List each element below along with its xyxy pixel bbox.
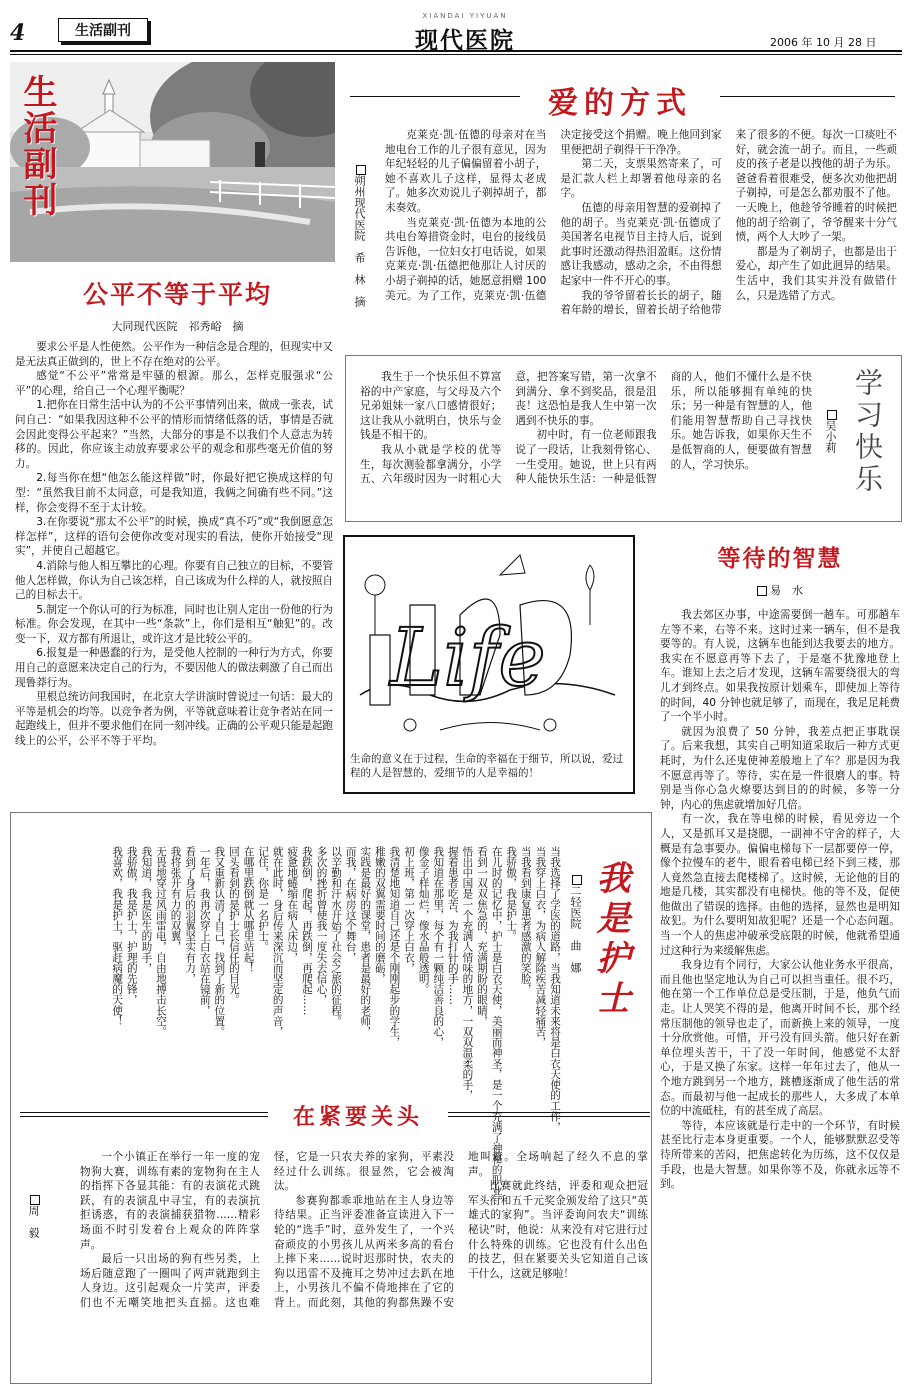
fairness-title: 公平不等于平均 [82,280,272,309]
nurse-line: 无畏地穿过风雨雷电，自由地搏击长空。 [154,846,167,1037]
happy-body [360,370,812,510]
happy-paragraph: 我生于一个快乐但不算富裕的中产家庭，与父母及六个兄弟姐妹一家八口感情很好；这让我从小就明白，快乐与金钱是不相干的。 [360,371,502,442]
nurse-line: 当我看到康复患者感激的笑脸， [519,846,532,995]
fairness-body [15,340,333,810]
nurse-line: 握着患者吃苦、为我打针的手…… [446,846,459,1006]
nurse-line: 初上班，第一次穿上白衣， [403,846,416,974]
illustration-caption: 生命的意义在于过程，生命的幸福在于细节，所以说，爱过程的人是智慧的，爱细节的人是幸福的！ [350,753,623,779]
happy-byline-text: 吴小莉 [824,420,837,453]
sidebar-banner: 生活副刊 [17,74,57,218]
fairness-paragraph: 里根总统访问我国时，在北京大学讲演时曾说过一句话：最大的平等是机会的均等。以竞争者为例，平等就意味着让竞争者站在同一起跑线上，但并不要求他们在同一刻冲线。正确的公平观只能是起跑线上的公平，公平不等于平均。 [15,691,333,748]
fairness-paragraph: 5.制定一个你认可的行为标准，同时也让别人定出一份他的行为标准。你会发现，在其中一些“条款”上，你们是相互“触犯”的。改变一下，双方都有所退让，或许这才是比较公平的。 [15,603,333,645]
byline-square-icon [757,586,767,596]
nurse-line: 我知道，我是医生的助手， [140,846,153,974]
crucial-body [80,1150,648,1340]
fairness-paragraph: 2.每当你在想“他怎么能这样做”时，你最好把它换成这样的句型：“虽然我目前不太同意，可是我知道，我俩之间确有些不同。”这样，你会变得不至于太计较。 [15,472,333,514]
masthead-pinyin: XIANDAI YIYUAN [422,12,508,20]
happy-paragraph: 我从小就是学校的优等生，每次测验都拿满分，小学五、六年级时因为一时粗心大意，把答案写错，第一次拿不到满分、拿不到奖品，很是沮丧！这恐怕是我人生中第一次遇到不快乐的事。 [360,371,657,486]
nurse-line: 一年后，我再次穿上白衣站在镜前， [198,846,211,1016]
wait-paragraph: 有一次，我在等电梯的时候，看见旁边一个人，又是抓耳又是挠腮，一副神不守舍的样子，大概是有急事要办。偏偏电梯每下一层都要停一停，像个拉慢车的老牛，眼看着电梯已经下到三楼，那人竟然急直接去爬楼梯了。这时候，无论他的目的地是几楼，其实都没有电梯快。他的等不及，促使他做出了错误的选择。由他的选择，显然也是明知故犯。为什么要明知故犯呢？还是一个心态问题。当一个人的焦虑冲破承受底限的时候，他就希望通过这种行为来缓解焦虑。 [660,813,900,957]
nurse-title: 我是护士 [590,860,630,1020]
crucial-byline-text: 周 毅 [27,1205,40,1238]
wait-paragraph: 就因为浪费了 50 分钟，我差点把正事耽误了。后来我想，其实自己明知道采取后一种方式更耗时，为什么还鬼使神差般地上了车？那是因为我不愿意再等了。等待，实在是一件很磨人的事。特别是当你心急火燎要达到目的的时候，多等一分钟，内心的焦虑就增加好几倍。 [660,725,900,811]
crucial-paragraph: 最后一只出场的狗有些另类，上场后随意跑了一圈叫了两声就跑到主人身边。这引起观众一片笑声，评委们也不无嘲笑地把头直摇。这也难怪，它是一只农夫养的家狗，平素没经过什么训练。很显然，它会被淘汰。 [80,1151,454,1309]
fairness-paragraph: 6.报复是一种愚蠢的行为，是受他人控制的一种行为方式，你要用自己的意愿来决定自己的行为，不要因他人的做法刺激了自己而出现鲁莽行为。 [15,647,333,689]
nurse-line: 在哪里跌倒就从哪里站起！ [242,846,255,974]
section-label-text: 生活副刊 [75,23,131,39]
header-rule [10,50,902,52]
byline-square-icon [572,875,582,885]
nurse-line: 多次的挫折曾使我一度失去信心， [315,846,328,1006]
nurse-line: 我跌倒，爬起，再跌倒，再爬起…… [300,846,313,1016]
love-body [385,128,897,350]
love-paragraph: 我的爷爷留着长长的胡子，随着年龄的增长，留着长胡子给他带来了很多的不便。每次一口痰吐不好，就会流一胡子。而且，一些顽皮的孩子老是以拽他的胡子为乐。爸爸看着很难受，便多次劝他把胡子剃掉，可是怎么都劝服不了他。一天晚上，他趁爷爷睡着的时候把他的胡子给剃了，爷爷醒来十分气愤，两个人大吵了一架。 [560,129,897,317]
nurse-line: 记住，你是一名护士。 [257,846,270,953]
nurse-line: 回头看到的是护士长信任的目光。 [227,846,240,1006]
nurse-line: 当我选择了学医的道路，当我知道未来将是白衣天使的工作， [549,846,561,1133]
nurse-line: 当我穿上白衣，为病人解除疾苦减轻痛苦， [534,846,547,1048]
crucial-byline [26,1195,43,1275]
nurse-line: 像金子样灿烂，像水晶般透明。 [417,846,430,995]
life-drawing [350,545,625,745]
nurse-line: 我将张开有力的双翼， [169,846,182,953]
nurse-byline [568,875,585,1015]
crucial-title: 在紧要关头 [268,1100,448,1131]
love-paragraph: 克莱克·凯·伍德的母亲对在当地电台工作的儿子很有意见，因为年纪轻轻的儿子偏偏留着小胡子，她不喜欢儿子这样，显得太老成了。她多次劝说儿子剃掉胡子，都未奏效。 [385,129,547,214]
scenery-photo [10,62,335,262]
love-paragraph: 当克莱克·凯·伍德为本地的公共电台筹措资金时，电台的接线员告诉他，一位妇女打电话说，如果克莱克·凯·伍德把他那让人讨厌的小胡子剃掉的话，她愿意捐赠 100 美元。为了工作，克莱克·凯·伍德决定接受这个捐赠。晚上他回到家里便把胡子剃得干干净净。 [385,129,722,302]
nurse-byline-text: 二轻医院 曲 娜 [569,885,582,973]
fairness-paragraph: 要求公平是人性使然。公平作为一种信念是合理的，但现实中又是无法真正做到的，世上不存在绝对的公平。 [15,341,333,368]
nurse-line: 我骄傲，我是护士。 [505,846,518,942]
byline-square-icon [827,410,837,420]
wait-byline-text: 易 水 [770,584,803,597]
section-label [58,18,148,42]
nurse-line: 看到一双双焦急的、充满期盼的眼睛， [476,846,489,1027]
nurse-line: 实践是最好的课堂，患者是最好的老师， [359,846,372,1037]
nurse-line: 我骄傲，我是护士，护理的先锋， [125,846,138,1006]
love-byline [352,165,369,335]
byline-square-icon [356,165,366,175]
love-paragraph: 伍德的母亲用智慧的爱剃掉了他的胡子。当克莱克·凯·伍德成了美国著名电视节目主持人后，说到此事时还激动得热泪盈眶。这份情感让我感动，感动之余，不由得想起家中一件不开心的事。 [560,201,722,287]
love-title: 爱的方式 [520,78,720,122]
masthead: 现代医院 [415,27,515,54]
crucial-paragraph: 比赛就此终结，评委和观众把冠军头衔和五千元奖金颁发给了这只“英雄式的家狗”。当评委询问农夫“训练秘诀”时，他说：从来没有对它进行过什么特殊的训练。它也没有什么出色的技艺，但在紧要关头它知道自己该干什么，这就足够啦！ [468,1180,648,1280]
wait-byline [655,582,905,598]
life-word: Life [390,611,546,704]
issue-date: 2006 年 10 月 28 日 [770,36,877,49]
nurse-line: 就在此时，身后传来深沉而坚定的声音， [271,846,284,1037]
wait-body [660,608,900,1343]
nurse-line: 以辛勤和汗水开始了社会之旅的征程。 [330,846,343,1027]
love-paragraph: 都是为了剃胡子，也都是出于爱心，却产生了如此迥异的结果。生活中，我们其实并没有做错什么，只是选错了方式。 [735,245,897,302]
nurse-line: 我清楚地知道自己还是个刚刚起步的学生， [388,846,401,1048]
love-paragraph: 第二天，支票果然寄来了，可是汇款人栏上却署着他母亲的名字。 [560,158,722,200]
fairness-paragraph: 1.把你在日常生活中认为的不公平事情列出来，做成一张表，试问自己：“如果我因这种不公平的情形而情绪低落的话，事情是否就会因此变得公平起来？”当然，大部分的事是不以我们个人意志为转移的。因此，你应该主动放弃要求公平的观念和那些毫无价值的努力。 [15,399,333,470]
crucial-paragraph: 一个小镇正在举行一年一度的宠物狗大赛，训练有素的宠物狗在主人的指挥下各显其能：有的表演花式跳跃，有的表演乱中寻宝，有的表演抗拒诱惑，有的表演捕获猎物……精彩场面不时引发着台上观众的阵阵掌声。 [80,1151,260,1251]
nurse-line: 看到了身后的羽翼坚实有力， [184,846,197,984]
nurse-line: 我知道在那里，每个有一颗纯洁善良的心， [432,846,445,1048]
love-byline-text: 朔州现代医院 希 林 摘 [353,175,366,307]
nurse-line: 悟出中国是一个充满人情味的地方，一双双温柔的手， [461,846,474,1101]
fairness-byline: 大同现代医院 祁秀峪 摘 [111,320,244,333]
nurse-line: 稚嫩的双翼需要时间的磨砺， [373,846,386,984]
wait-paragraph: 等待，本应该就是行走中的一个环节，有时候甚至比行走本身更重要。一个人，能够默默忍受等待所带来的苦闷，把焦虑转化为历练，这不仅仅是手段，也是大智慧。如果你等不及，你就永远等不到。 [660,1119,900,1191]
wait-paragraph: 我身边有个同行，大家公认他业务水平很高，而且他也坚定地认为自己可以担当重任。很不巧，他在第一个工作单位总是受压制，于是，他负气而走。让人哭笑不得的是，他离开时间不长，那个经常压制他的领导也走了，而新换上来的领导，一度十分欣赏他。可惜，开弓没有回头箭。他只好在新单位埋头苦干，干了没一年时间，他感觉不太舒心，于是又换了东家。这样一年年过去了，他从一个地方跳到另一个地方，跳槽逐渐成了他生活的常态。而最初与他一起成长的那些人，大多成了本单位的中流砥柱，有的甚至成了高层。 [660,959,900,1118]
happy-byline [823,410,840,480]
nurse-line: 疲惫地蜷缩在病人床边， [286,846,299,963]
nurse-line: 而我，在病房这个舞台， [344,846,357,963]
header-rule-thin [10,54,902,55]
village-church-scene [10,62,335,262]
crucial-paragraph: 参赛狗都乖乖地站在主人身边等待结果。正当评委准备宣读进入下一轮的“选手”时，意外发生了，一个兴奋顽皮的小男孩儿从两米多高的看台上摔下来……说时迟那时快，农夫的狗以迅雷不及掩耳之势冲过去趴在地上，小男孩儿不偏不倚地摔在了它的背上。而此刻，其他的狗都焦躁不安地叫着。全场响起了经久不息的掌声。 [274,1151,648,1309]
happy-paragraph: 初中时，有一位老师跟我说了一段话，让我刻骨铭心、一生受用。她说，世上只有两种人能快乐生活：一种是低智商的人，他们不懂什么是不快乐，所以能够拥有单纯的快乐；另一种是有智慧的人，他们能用智慧帮助自己寻找快乐。她告诉我，如果你天生不是低智商的人，便要做有智慧的人，学习快乐。 [515,371,812,486]
fairness-paragraph: 3.在你要说“那太不公平”的时候，换成“真不巧”或“我倒愿意怎样怎样”，这样的语句会使你改变对现实的看法，使你开始接受“现实”，并使自己超越它。 [15,516,333,558]
nurse-line: 在儿时的记忆中，护士是白衣天使，美丽而神圣，是一个充满了神秘的职业。 [490,846,503,1207]
nurse-line: 我又重新认清了自己，找到了新的位置。 [213,846,226,1037]
page-number: 4 [10,20,26,46]
fairness-paragraph: 4.消除与他人相互攀比的心理。你要有自己独立的目标，不要管他人怎样做，你认为自己该怎样，自己该成为什么样的人，就按照自己的目标去干。 [15,559,333,602]
byline-square-icon [30,1195,40,1205]
wait-paragraph: 我去郊区办事，中途需要倒一趟车。可那趟车左等不来，右等不来。这时过来一辆车，但不是我要等的。有人说，这辆车也能到达我要去的地方。我实在不愿意再等下去了，于是毫不犹豫地登上车。谁知上去之后才发现，这辆车需要绕很大的弯儿才到终点。如果我按原计划乘车，即使加上等待的时间，40 分钟也就足够了，而现在，我足足耗费了一个半小时。 [660,609,900,724]
nurse-line: 我喜欢，我是护士，驱赶病魔的天使！ [111,846,124,1027]
happy-title: 学习快乐 [851,368,884,496]
fairness-paragraph: 感觉“不公平”常常是牢骚的根源。那么，怎样克服强求“公平”的心理，给自己一个心理平衡呢？ [15,370,333,397]
wait-title: 等待的智慧 [717,545,843,572]
